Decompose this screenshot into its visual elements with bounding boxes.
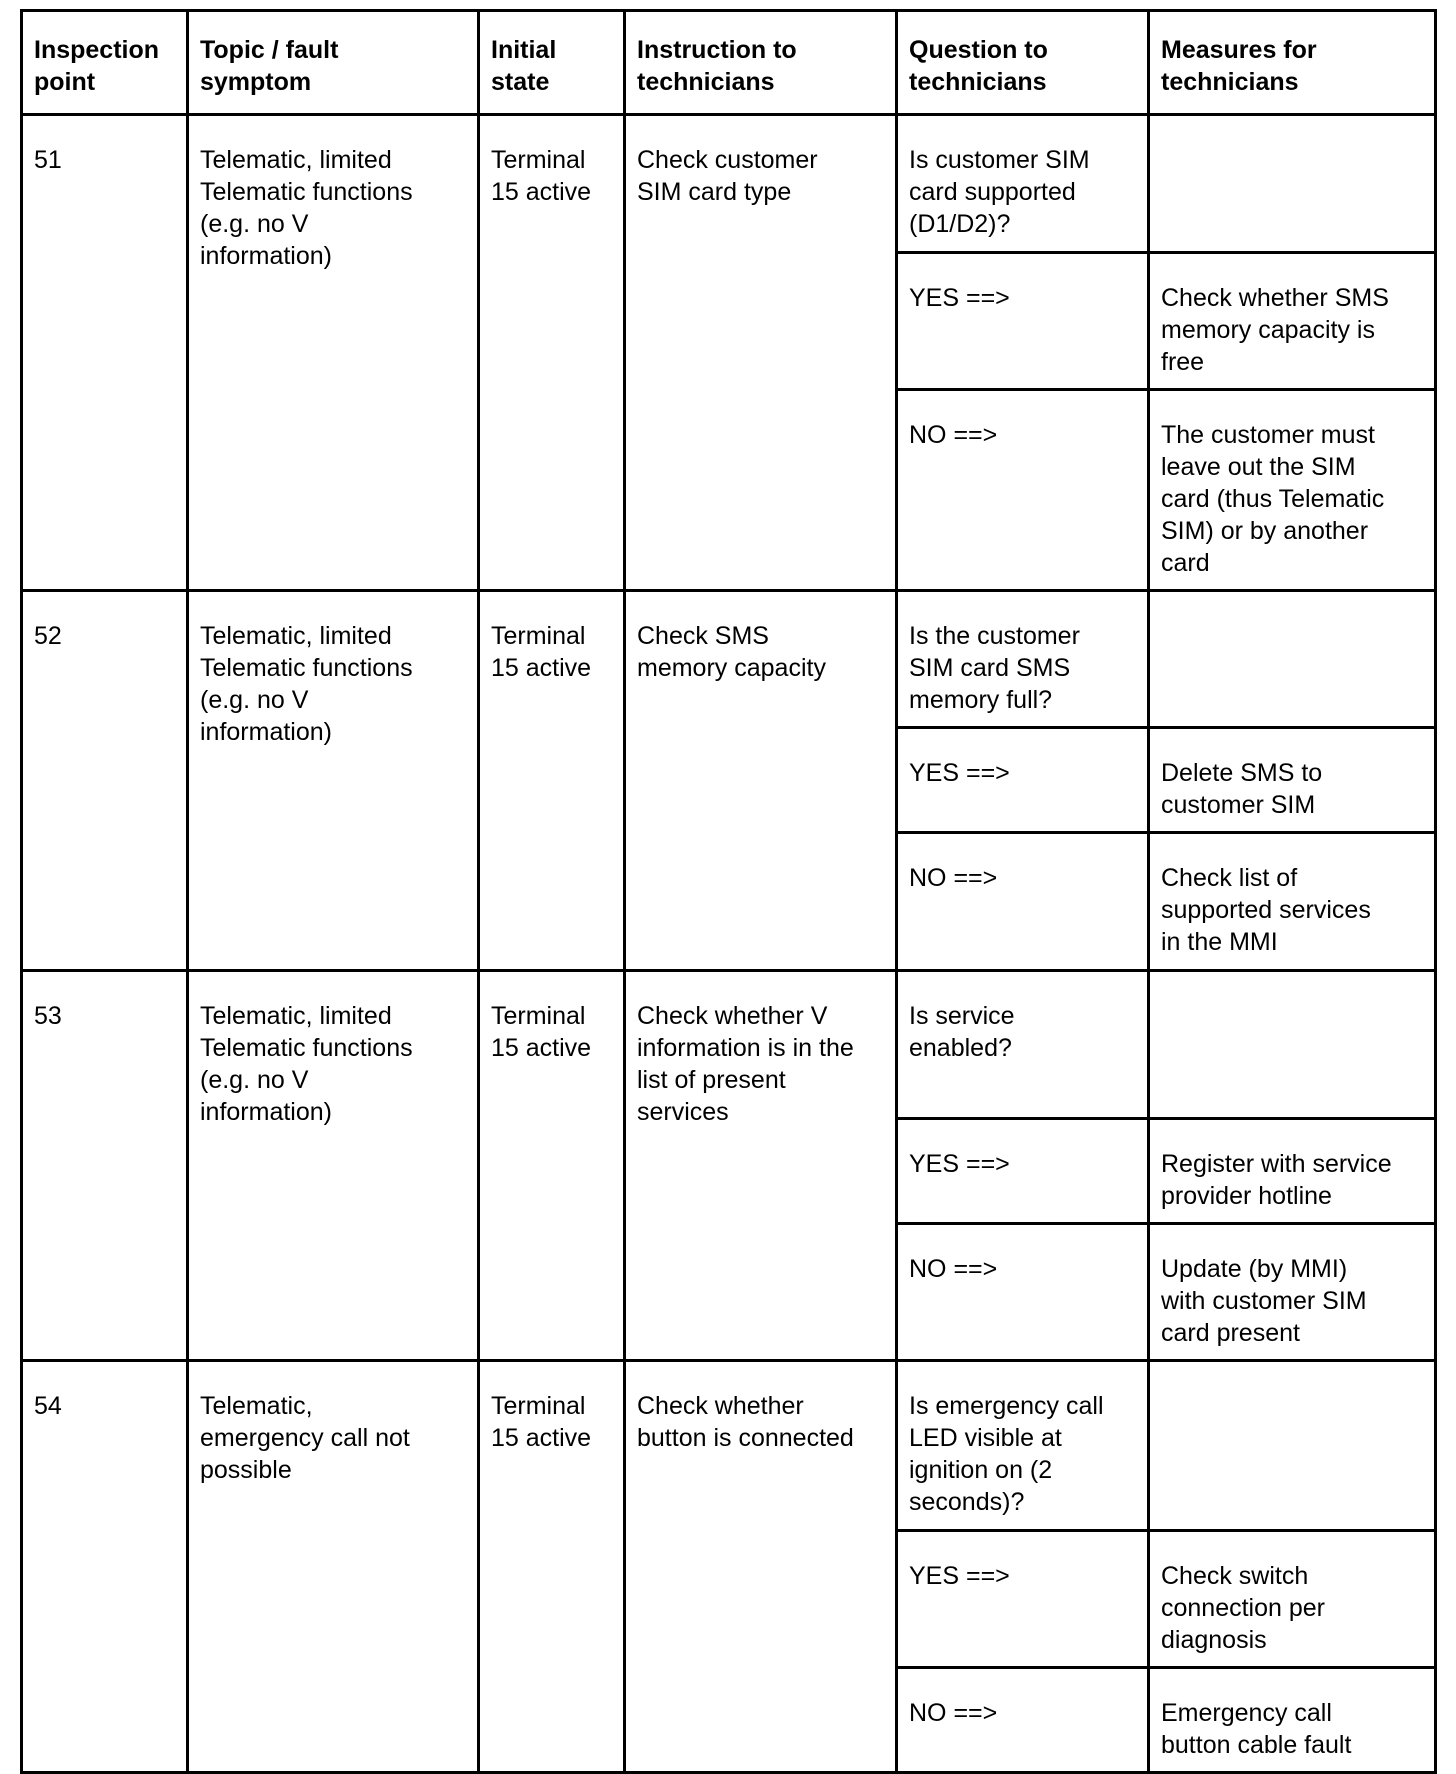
cell-yes-measure: Register with service provider hotline: [1149, 1119, 1436, 1224]
cell-question: Is service enabled?: [897, 971, 1149, 1119]
cell-yes-label: YES ==>: [897, 253, 1149, 390]
cell-yes-label: YES ==>: [897, 1531, 1149, 1668]
fault-diagnosis-table: [20, 9, 1437, 1774]
header-question: Question to technicians: [897, 11, 1149, 115]
cell-instruction: Check customer SIM card type: [625, 115, 897, 591]
cell-topic: Telematic, limited Telematic functions (e.g. no V information): [188, 591, 479, 971]
cell-initial-state: Terminal 15 active: [479, 971, 625, 1361]
cell-no-measure: Emergency call button cable fault: [1149, 1668, 1436, 1773]
table-row: [22, 1361, 1436, 1531]
cell-initial-state: Terminal 15 active: [479, 115, 625, 591]
table-header-row: [22, 11, 1436, 115]
cell-instruction: Check whether V information is in the list of present services: [625, 971, 897, 1361]
cell-yes-measure: Delete SMS to customer SIM: [1149, 728, 1436, 833]
header-instruction: Instruction to technicians: [625, 11, 897, 115]
cell-initial-state: Terminal 15 active: [479, 591, 625, 971]
cell-no-measure: The customer must leave out the SIM card (thus Telematic SIM) or by another card: [1149, 390, 1436, 591]
document-page: [20, 9, 1437, 1774]
cell-yes-measure: Check switch connection per diagnosis: [1149, 1531, 1436, 1668]
cell-measure-empty: [1149, 971, 1436, 1119]
cell-inspection-point: 54: [22, 1361, 188, 1773]
cell-question: Is customer SIM card supported (D1/D2)?: [897, 115, 1149, 253]
cell-measure-empty: [1149, 1361, 1436, 1531]
table-row: [22, 971, 1436, 1119]
cell-question: Is emergency call LED visible at ignition on (2 seconds)?: [897, 1361, 1149, 1531]
cell-topic: Telematic, limited Telematic functions (e.g. no V information): [188, 971, 479, 1361]
header-inspection-point: Inspection point: [22, 11, 188, 115]
header-initial-state: Initial state: [479, 11, 625, 115]
cell-yes-label: YES ==>: [897, 1119, 1149, 1224]
header-measures: Measures for technicians: [1149, 11, 1436, 115]
table-row: [22, 115, 1436, 253]
cell-measure-empty: [1149, 115, 1436, 253]
cell-no-label: NO ==>: [897, 833, 1149, 971]
cell-initial-state: Terminal 15 active: [479, 1361, 625, 1773]
cell-no-label: NO ==>: [897, 1668, 1149, 1773]
table-row: [22, 591, 1436, 728]
cell-yes-measure: Check whether SMS memory capacity is free: [1149, 253, 1436, 390]
cell-instruction: Check whether button is connected: [625, 1361, 897, 1773]
cell-no-measure: Update (by MMI) with customer SIM card present: [1149, 1224, 1436, 1361]
cell-yes-label: YES ==>: [897, 728, 1149, 833]
cell-no-label: NO ==>: [897, 390, 1149, 591]
cell-no-label: NO ==>: [897, 1224, 1149, 1361]
cell-inspection-point: 51: [22, 115, 188, 591]
cell-measure-empty: [1149, 591, 1436, 728]
cell-no-measure: Check list of supported services in the MMI: [1149, 833, 1436, 971]
cell-question: Is the customer SIM card SMS memory full?: [897, 591, 1149, 728]
cell-topic: Telematic, emergency call not possible: [188, 1361, 479, 1773]
header-topic: Topic / fault symptom: [188, 11, 479, 115]
cell-instruction: Check SMS memory capacity: [625, 591, 897, 971]
cell-inspection-point: 53: [22, 971, 188, 1361]
cell-topic: Telematic, limited Telematic functions (e.g. no V information): [188, 115, 479, 591]
cell-inspection-point: 52: [22, 591, 188, 971]
